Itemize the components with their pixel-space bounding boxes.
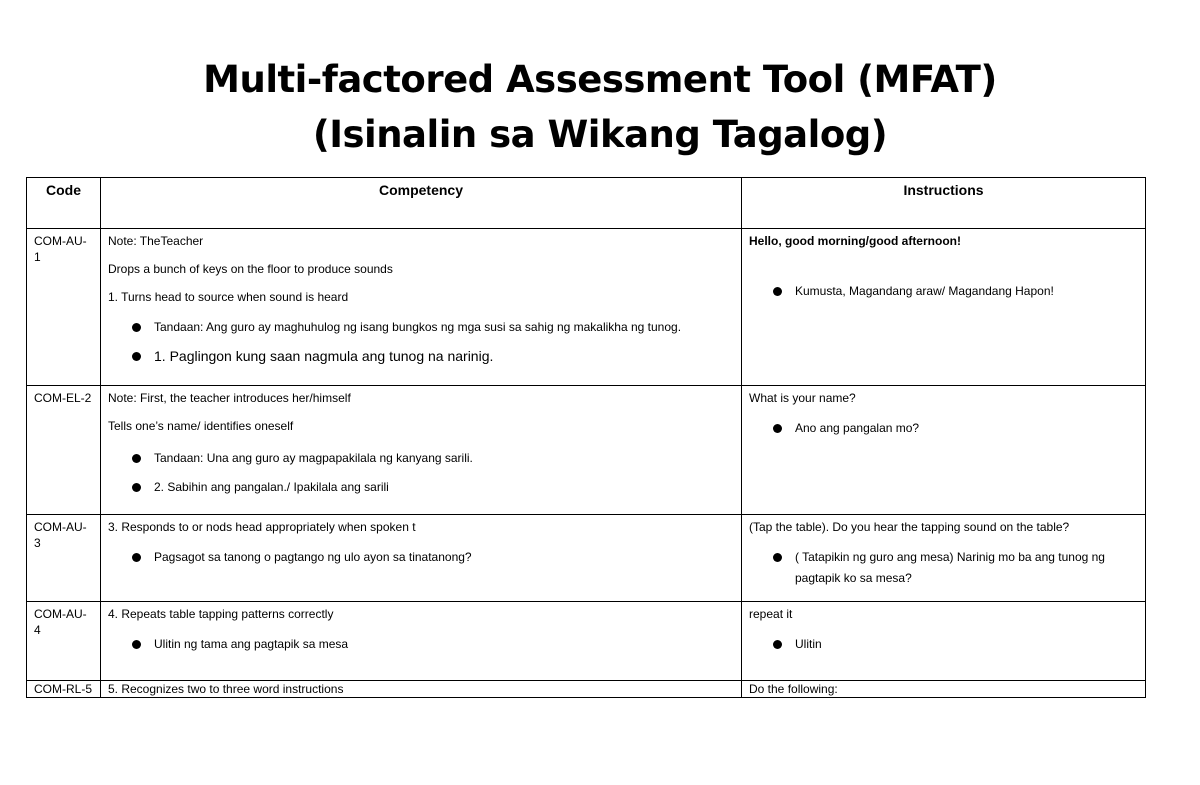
header-code: Code bbox=[27, 178, 101, 229]
instruction-text: What is your name? bbox=[749, 391, 856, 405]
list-item bbox=[108, 448, 734, 469]
row-code: COM-RL-5 bbox=[27, 681, 101, 698]
row-competency bbox=[101, 681, 742, 698]
row-code: COM-AU-3 bbox=[27, 515, 101, 602]
competency-text: 1. Turns head to source when sound is heard bbox=[108, 290, 349, 304]
row-competency bbox=[101, 602, 742, 681]
bullet-icon bbox=[132, 323, 141, 332]
list-item bbox=[108, 634, 734, 655]
header-instructions: Instructions bbox=[742, 178, 1146, 229]
list-item-text: 2. Sabihin ang pangalan./ Ipakilala ang sarili bbox=[154, 480, 389, 494]
list-item bbox=[749, 634, 1138, 655]
row-competency bbox=[101, 515, 742, 602]
list-item-text: 1. Paglingon kung saan nagmula ang tunog na narinig. bbox=[154, 348, 494, 364]
row-competency bbox=[101, 229, 742, 386]
bullet-icon bbox=[132, 352, 141, 361]
competency-text: Tells one’s name/ identifies oneself bbox=[108, 419, 294, 433]
row-instructions bbox=[742, 602, 1146, 681]
competency-text: 3. Responds to or nods head appropriately when spoken t bbox=[108, 520, 416, 534]
table-header-row bbox=[27, 178, 1146, 229]
table-row bbox=[27, 515, 1146, 602]
bullet-icon bbox=[773, 553, 782, 562]
competency-text: 5. Recognizes two to three word instructions bbox=[108, 682, 344, 696]
row-code: COM-AU-1 bbox=[27, 229, 101, 386]
assessment-table bbox=[26, 177, 1146, 698]
title-line-2: (Isinalin sa Wikang Tagalog) bbox=[312, 113, 888, 156]
list-item bbox=[749, 281, 1138, 302]
list-item-text: Ulitin bbox=[795, 637, 822, 651]
competency-text: Note: First, the teacher introduces her/himself bbox=[108, 391, 351, 405]
table-row bbox=[27, 681, 1146, 698]
bullet-icon bbox=[132, 483, 141, 492]
list-item-text: Pagsagot sa tanong o pagtango ng ulo ayon sa tinatanong? bbox=[154, 550, 472, 564]
title-line-1: Multi-factored Assessment Tool (MFAT) bbox=[203, 58, 997, 101]
header-competency: Competency bbox=[101, 178, 742, 229]
list-item bbox=[108, 346, 734, 367]
list-item bbox=[749, 418, 1138, 439]
bullet-icon bbox=[773, 424, 782, 433]
row-instructions bbox=[742, 386, 1146, 515]
competency-text: 4. Repeats table tapping patterns correctly bbox=[108, 607, 334, 621]
bullet-icon bbox=[773, 287, 782, 296]
bullet-icon bbox=[773, 640, 782, 649]
list-item-text: Tandaan: Ang guro ay maghuhulog ng isang bungkos ng mga susi sa sahig ng makalikha ng tunog. bbox=[154, 320, 682, 334]
list-item-text: Ulitin ng tama ang pagtapik sa mesa bbox=[154, 637, 349, 651]
list-item-text: ( Tatapikin ng guro ang mesa) Narinig mo ba ang tunog ng pagtapik ko sa mesa? bbox=[795, 550, 1105, 585]
list-item bbox=[749, 547, 1138, 589]
row-instructions bbox=[742, 515, 1146, 602]
table-row bbox=[27, 386, 1146, 515]
list-item-text: Kumusta, Magandang araw/ Magandang Hapon! bbox=[795, 284, 1054, 298]
competency-text: Drops a bunch of keys on the floor to produce sounds bbox=[108, 262, 393, 276]
competency-text: Note: TheTeacher bbox=[108, 234, 204, 248]
list-item-text: Tandaan: Una ang guro ay magpapakilala ng kanyang sarili. bbox=[154, 451, 473, 465]
table-row bbox=[27, 602, 1146, 681]
row-instructions bbox=[742, 681, 1146, 698]
bullet-icon bbox=[132, 553, 141, 562]
bullet-icon bbox=[132, 640, 141, 649]
row-instructions bbox=[742, 229, 1146, 386]
list-item bbox=[108, 317, 734, 338]
instruction-text: (Tap the table). Do you hear the tapping sound on the table? bbox=[749, 520, 1070, 534]
row-code: COM-AU-4 bbox=[27, 602, 101, 681]
instruction-text: Hello, good morning/good afternoon! bbox=[749, 234, 961, 248]
document-title bbox=[0, 52, 1200, 162]
list-item bbox=[108, 547, 734, 568]
row-competency bbox=[101, 386, 742, 515]
table-row bbox=[27, 229, 1146, 386]
instruction-text: repeat it bbox=[749, 607, 793, 621]
row-code: COM-EL-2 bbox=[27, 386, 101, 515]
list-item bbox=[108, 477, 734, 498]
list-item-text: Ano ang pangalan mo? bbox=[795, 421, 920, 435]
bullet-icon bbox=[132, 454, 141, 463]
instruction-text: Do the following: bbox=[749, 682, 838, 696]
